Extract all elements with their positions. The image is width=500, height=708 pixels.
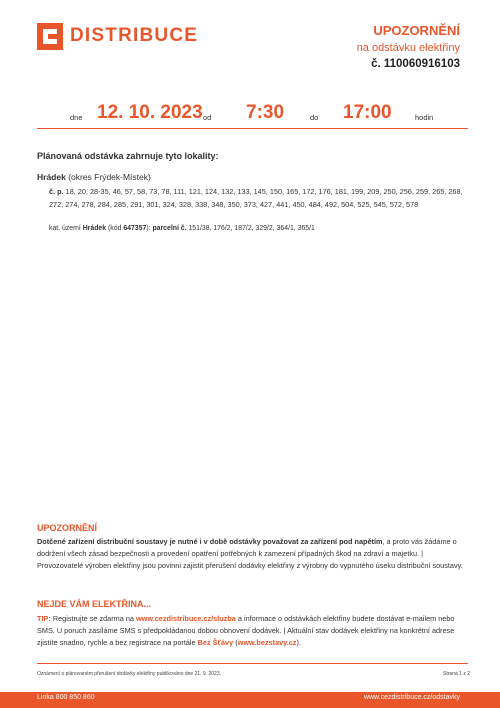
footer-bar <box>0 692 500 708</box>
footer-url[interactable]: www.cezdistribuce.cz/odstavky <box>363 694 460 701</box>
locations-heading: Plánovaná odstávka zahrnuje tyto lokality: <box>37 151 219 161</box>
bezstavy-url-link[interactable]: www.bezstavy.cz <box>237 638 297 648</box>
outage-end-time: 17:00 <box>343 102 392 123</box>
tip-heading: NEJDE VÁM ELEKTŘINA... <box>37 599 152 609</box>
warning-text: Dotčené zařízení distribuční soustavy je nutné i v době odstávky považovat za zařízení pod napětím, a proto vás žádáme o dodržení všech zásad bezpečnosti a provedení opatření potřebných k zamezení případných škod na zdraví a majetku. | Provozovatelé výroben elektřiny jsou povinni zajistit přerušení dodávky elektřiny z výrobny do vypnutého úseku distribuční soustavy. <box>37 537 463 571</box>
outage-start-time: 7:30 <box>246 102 285 123</box>
registration-link[interactable]: www.cezdistribuce.cz/sluzba <box>135 614 236 623</box>
tip-text: TIP: Registrujte se zdarma na www.cezdistribuce.cz/sluzba a informace o odstávkách elektřiny budete dostávat e-mailem nebo SMS. U poruch zasíláme SMS s předpokládanou dobou obnovení dodávek. | Aktuální stav dodávek elektřiny na konkrétní adrese zjistíte snadno, rychle a bez registrace na portále Bez Šťávy (www.bezstavy.cz). <box>37 614 455 648</box>
bez-stavy-link[interactable]: Bez Šťávy <box>197 638 234 648</box>
location-name: Hrádek (okres Frýdek-Místek) <box>37 172 151 182</box>
divider <box>37 128 468 129</box>
page-number: Strana 1 z 2 <box>443 671 470 677</box>
to-label: do <box>310 113 319 122</box>
outage-date: 12. 10. 2023 <box>97 102 203 123</box>
logo-text: DISTRIBUCE <box>70 25 199 46</box>
warning-heading: UPOZORNĚNÍ <box>37 523 98 533</box>
date-label: dne <box>70 113 83 122</box>
notice-title: UPOZORNĚNÍ <box>373 23 460 38</box>
notice-number: č. 110060916103 <box>371 58 460 70</box>
publication-note: Oznámení o plánovaném přerušení dodávky elektřiny publikováno dne 21. 9. 2023. <box>37 671 222 677</box>
footer-divider <box>37 663 468 664</box>
cadastral-info: kat. území Hrádek (kód 647357): parcelní č. 151/38, 176/2, 187/2, 329/2, 364/1, 365/1 <box>49 225 315 232</box>
logo-icon <box>37 23 63 50</box>
hours-label: hodin <box>415 113 434 122</box>
notice-subtitle: na odstávku elektřiny <box>356 42 460 54</box>
house-numbers: č. p. 18, 20, 28-35, 46, 57, 58, 73, 78, 111, 121, 124, 132, 133, 145, 150, 165, 172, 176, 181, 199, 209, 250, 256, 259, 265, 268, 272, 274, 278, 284, 285, 291, 301, 324, 328, 338, 348, 350, 373, 427, 441, 450, 484, 492, 504, 525, 545, 572, 578 <box>49 187 463 209</box>
hotline-text: Linka 800 850 860 <box>37 694 95 701</box>
from-label: od <box>203 113 212 122</box>
